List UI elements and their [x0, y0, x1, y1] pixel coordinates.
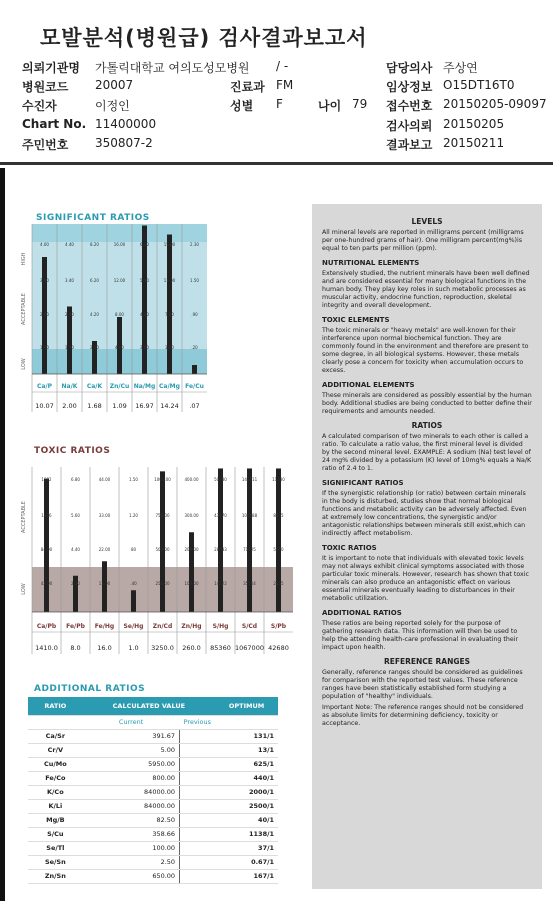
optimum-value: 2000/1 — [215, 785, 278, 799]
tick-label: 50880 — [214, 477, 227, 482]
tick-label: 28433 — [214, 547, 227, 552]
header-label: 임상정보 — [386, 80, 433, 94]
report-title: 모발분석(병원급) 검사결과보고서 — [40, 26, 368, 50]
additional-ratios-heading: ADDITIONAL RATIOS — [322, 609, 402, 617]
tick-label: 14222 — [214, 581, 227, 586]
table-row — [28, 757, 278, 771]
tick-label: 8.00 — [115, 312, 124, 317]
ratio-name: K/Co — [28, 785, 83, 799]
optimum-value: 167/1 — [215, 869, 278, 883]
current-value: 5950.00 — [83, 757, 180, 771]
ratio-label: Ca/K — [86, 383, 103, 390]
tick-label: .90 — [191, 312, 198, 317]
header-cell: Previous — [180, 715, 215, 729]
tick-label: 6.80 — [71, 477, 80, 482]
optimum-value: 625/1 — [215, 757, 278, 771]
header-label: 진료과 — [230, 80, 265, 94]
ratio-value: 3250.0 — [151, 644, 174, 652]
tick-label: 200.00 — [184, 547, 199, 552]
tick-label: 6.20 — [90, 278, 99, 283]
previous-value — [180, 869, 215, 883]
tick-label: 84.00 — [40, 547, 53, 552]
optimum-value: 13/1 — [215, 743, 278, 757]
tick-label: 300.00 — [184, 513, 199, 518]
significant-heading: SIGNIFICANT RATIOS — [322, 479, 404, 487]
table-row — [28, 729, 278, 743]
tick-label: 3.00 — [140, 345, 149, 350]
tick-label: 1.50 — [190, 278, 199, 283]
additional-title: ADDITIONAL RATIOS — [34, 684, 146, 694]
ratio-name: Se/Tl — [28, 841, 83, 855]
ratio-value: 1410.0 — [35, 644, 58, 652]
header-value: 가톨릭대학교 여의도성모병원 — [95, 61, 250, 75]
ratio-bar — [167, 235, 172, 375]
tick-label: 4.00 — [115, 345, 124, 350]
previous-value — [180, 799, 215, 813]
ratio-label: Ca/Mg — [159, 383, 180, 390]
toxic-text: The toxic minerals or "heavy metals" are well-known for their interference upon normal biochemical function. They are commonly found in the environment and therefore are present to some degree, in all biological systems. However, these metals clearly pose a concern for toxicity when accumulation occurs to excess. — [322, 327, 529, 374]
optimum-value: 37/1 — [215, 841, 278, 855]
previous-value — [180, 827, 215, 841]
ratio-name: Se/Sn — [28, 855, 83, 869]
optimum-value: 2500/1 — [215, 799, 278, 813]
table-row — [28, 799, 278, 813]
ratio-value: 1.68 — [87, 402, 102, 410]
ratio-name: K/Li — [28, 799, 83, 813]
ratios-heading: RATIOS — [411, 421, 443, 430]
tick-label: 2.20 — [90, 345, 99, 350]
header-cell: OPTIMUM — [215, 697, 278, 715]
levels-heading: LEVELS — [411, 217, 443, 226]
current-value: 391.67 — [83, 729, 180, 743]
ratio-bar — [131, 590, 136, 612]
tick-label: 4.00 — [140, 312, 149, 317]
tick-label: 100.00 — [184, 581, 199, 586]
ratio-value: 85360 — [210, 644, 231, 652]
ratio-bar — [192, 365, 197, 374]
ratio-label: Fe/Pb — [66, 623, 85, 630]
ratio-name: Cu/Mo — [28, 757, 83, 771]
ratio-bar — [160, 471, 165, 612]
ratio-value: 1067000 — [235, 644, 264, 652]
ratio-bar — [102, 561, 107, 612]
ratio-label: Fe/Hg — [94, 623, 115, 630]
tick-label: 2845 — [273, 581, 284, 586]
ratio-label: Zn/Cu — [109, 383, 130, 390]
ratio-label: Na/K — [61, 383, 78, 390]
additional-text: These minerals are considered as possibly essential by the human body. Additional studies are being conducted to better define their requirements and amounts needed. — [322, 392, 532, 415]
tick-label: 1000.00 — [154, 477, 171, 482]
ratio-label: Se/Hg — [123, 623, 144, 630]
current-value: 82.50 — [83, 813, 180, 827]
header-value: 20150211 — [443, 136, 505, 150]
header-label: 의뢰기관명 — [22, 61, 80, 75]
current-value: 84000.00 — [83, 785, 180, 799]
ratio-value: 260.0 — [182, 644, 201, 652]
zone-band — [32, 224, 207, 242]
ratio-value: 16.97 — [135, 402, 154, 410]
current-value: 2.50 — [83, 855, 180, 869]
ratio-bar — [142, 226, 147, 375]
ratio-name: Zn/Sn — [28, 869, 83, 883]
zone-label: HIGH — [21, 252, 27, 266]
ratio-bar — [44, 479, 49, 612]
ratio-label: Zn/Hg — [181, 623, 202, 630]
ratio-name: Ca/Sr — [28, 729, 83, 743]
additional-heading: ADDITIONAL ELEMENTS — [322, 381, 415, 389]
tick-label: 500.00 — [155, 547, 170, 552]
ratio-label: Na/Mg — [133, 383, 156, 390]
header-label: 검사의뢰 — [386, 119, 433, 133]
tick-label: 1.40 — [65, 345, 74, 350]
tick-label: 35564 — [243, 581, 256, 586]
table-row — [28, 771, 278, 785]
ratio-bar — [189, 532, 194, 612]
header-label: 결과보고 — [386, 138, 433, 152]
significant-chart — [0, 222, 212, 422]
ratio-value: 8.0 — [70, 644, 81, 652]
tick-label: 4.20 — [90, 312, 99, 317]
tick-label: 71125 — [243, 547, 256, 552]
tick-label: 4.40 — [71, 547, 80, 552]
header-value: 주상연 — [443, 61, 478, 75]
tick-label: 2.40 — [65, 312, 74, 317]
ratio-name: Fe/Co — [28, 771, 83, 785]
ratio-value: 10.07 — [35, 402, 54, 410]
optimum-value: 1138/1 — [215, 827, 278, 841]
header-label: 담당의사 — [386, 61, 433, 75]
header-value: 20007 — [95, 78, 134, 92]
tick-label: 8.20 — [90, 242, 99, 247]
explanation-panel — [312, 204, 542, 889]
header-label: 주민번호 — [22, 138, 69, 152]
table-row — [28, 841, 278, 855]
tick-label: 750.00 — [155, 513, 170, 518]
tick-label: 1682 — [41, 477, 52, 482]
ratio-name: Mg/B — [28, 813, 83, 827]
header-value: F — [276, 97, 283, 111]
tick-label: 43570 — [214, 513, 227, 518]
divider — [0, 162, 553, 165]
nutritional-text: Extensively studied, the nutrient minerals have been well defined and are considered essential for many biological functions in the human body. They play key roles in such metabolic processes as muscular activity, endocrine function, reproduction, skeletal integrity and overall development. — [322, 270, 530, 309]
optimum-value: 131/1 — [215, 729, 278, 743]
optimum-value: 40/1 — [215, 813, 278, 827]
header-cell — [28, 715, 83, 729]
important-note: Important Note: The reference ranges should not be considered as absolute limits for determining deficiency, toxicity or acceptance. — [322, 704, 524, 727]
tick-label: 5.00 — [140, 278, 149, 283]
significant-text: If the synergistic relationship (or ratio) between certain minerals in the body is disturbed, studies show that normal biological functions and metabolic activity can be adversely affected. Even at extremely low concentrations, the synergistic and/or antagonistic relationships between minerals still exist,which can indirectly affect metabolism. — [322, 490, 527, 537]
table-row — [28, 827, 278, 841]
ratio-value: .07 — [189, 402, 200, 410]
ratio-label: S/Pb — [270, 623, 287, 630]
header-label: 병원코드 — [22, 80, 69, 94]
tick-label: 12.00 — [113, 278, 126, 283]
current-value: 84000.00 — [83, 799, 180, 813]
ratio-value: 42680 — [268, 644, 289, 652]
tick-label: 8535 — [273, 513, 284, 518]
tick-label: 1.50 — [129, 477, 138, 482]
ratio-label: S/Cd — [241, 623, 258, 630]
header-cell — [215, 715, 278, 729]
tick-label: 4.40 — [65, 242, 74, 247]
tick-label: 3.60 — [40, 278, 49, 283]
previous-value — [180, 771, 215, 785]
header-value: 20150205-09097 — [443, 97, 547, 111]
nutritional-heading: NUTRITIONAL ELEMENTS — [322, 259, 420, 267]
toxic-chart — [0, 455, 295, 655]
tick-label: 80 — [130, 547, 137, 552]
ratio-name: Cr/V — [28, 743, 83, 757]
reference-text: Generally, reference ranges should be considered as guidelines for comparison with the reported test values. These reference ranges have been statistically established form studying a population of "healthy" individuals. — [322, 669, 523, 700]
current-value: 800.00 — [83, 771, 180, 785]
ratio-bar — [218, 468, 223, 612]
levels-text: All mineral levels are reported in milligrams percent (milligrams per one-hundred grams of hair). One milligram percent(mg%)is equal to ten parts per million (ppm). — [322, 229, 524, 252]
tick-label: .20 — [191, 345, 198, 350]
ratio-bar — [276, 468, 281, 612]
tick-label: 7.00 — [165, 312, 174, 317]
tick-label: 1.20 — [129, 513, 138, 518]
toxic-ratios-heading: TOXIC RATIOS — [322, 544, 377, 552]
previous-value — [180, 785, 215, 799]
reference-heading: REFERENCE RANGES — [383, 657, 471, 666]
tick-label: 44.00 — [98, 477, 111, 482]
header-value: O15DT16T0 — [443, 78, 515, 92]
table-row — [28, 785, 278, 799]
ratio-label: Zn/Cd — [152, 623, 173, 630]
tick-label: 4.00 — [40, 242, 49, 247]
tick-label: 11380 — [272, 477, 285, 482]
previous-value — [180, 757, 215, 771]
tick-label: 15.00 — [163, 242, 176, 247]
current-value: 650.00 — [83, 869, 180, 883]
table-row — [28, 697, 278, 715]
optimum-value: 0.67/1 — [215, 855, 278, 869]
previous-value — [180, 743, 215, 757]
optimum-value: 440/1 — [215, 771, 278, 785]
tick-label: 142311 — [241, 477, 258, 482]
age-label: 나이 — [318, 99, 342, 113]
previous-value — [180, 813, 215, 827]
additional-ratios-text: These ratios are being reported solely for the purpose of gathering research data. This information will then be used to help the attending health-care professional in evaluating their impact upon health. — [322, 620, 519, 651]
current-value: 100.00 — [83, 841, 180, 855]
zone-label: ACCEPTABLE — [21, 501, 27, 533]
ratio-value: 16.0 — [97, 644, 112, 652]
tick-label: 3.00 — [165, 345, 174, 350]
ratio-name: S/Cu — [28, 827, 83, 841]
table-row — [28, 869, 278, 883]
header-label: 수진자 — [22, 99, 57, 113]
previous-value — [180, 729, 215, 743]
ratios-text: A calculated comparison of two minerals to each other is called a ratio. To calculate a ratio value, the first mineral level is divided by the second mineral level. EXAMPLE: A sodium (Na) test level of 24 mg% divided by a potassium (K) level of 10mg% equals a Na/K ratio of 2.4 to 1. — [322, 433, 532, 472]
header-value: 20150205 — [443, 117, 505, 131]
tick-label: 1206 — [41, 513, 52, 518]
tick-label: 11.00 — [163, 278, 176, 283]
table-row — [28, 715, 278, 729]
tick-label: 6.00 — [140, 242, 149, 247]
current-value: 358.66 — [83, 827, 180, 841]
tick-label: 33.00 — [98, 513, 111, 518]
tick-label: 3.40 — [65, 278, 74, 283]
previous-value — [180, 855, 215, 869]
header-value: FM — [276, 78, 294, 92]
tick-label: 400.00 — [184, 477, 199, 482]
ratio-value: 14.24 — [160, 402, 179, 410]
previous-value — [180, 841, 215, 855]
ratio-label: Fe/Cu — [185, 383, 204, 390]
header-label: 접수번호 — [386, 99, 433, 113]
ratio-value: 1.09 — [112, 402, 127, 410]
tick-label: 5.60 — [71, 513, 80, 518]
tick-label: 42.00 — [40, 581, 53, 586]
additional-table — [28, 697, 278, 884]
header-cell: CALCULATED VALUE — [83, 697, 215, 715]
significant-title: SIGNIFICANT RATIOS — [36, 213, 150, 223]
tick-label: 22.00 — [98, 547, 111, 552]
tick-label: .40 — [130, 581, 137, 586]
header-value: / - — [276, 59, 289, 73]
tick-label: 2.30 — [190, 242, 199, 247]
header-value: 이정인 — [95, 99, 130, 113]
age-value: 79 — [352, 97, 368, 111]
tick-label: 11.00 — [98, 581, 111, 586]
table-row — [28, 743, 278, 757]
ratio-label: S/Hg — [212, 623, 229, 630]
ratio-bar — [247, 468, 252, 612]
zone-label: LOW — [21, 583, 27, 595]
toxic-heading: TOXIC ELEMENTS — [322, 316, 390, 324]
tick-label: 2.60 — [40, 312, 49, 317]
ratio-value: 1.0 — [128, 644, 139, 652]
table-row — [28, 813, 278, 827]
toxic-ratios-text: It is important to note that individuals with elevated toxic levels may not always exhibit clinical symptoms associated with those particular toxic minerals. However, research has shown that toxic minerals can also produce an antagonistic effect on various essential minerals eventually leading to disturbances in their metabolic utilization. — [322, 555, 529, 602]
ratio-label: Ca/P — [36, 383, 53, 390]
tick-label: 106688 — [241, 513, 258, 518]
tick-label: 2.20 — [71, 581, 80, 586]
ratio-value: 2.00 — [62, 402, 77, 410]
tick-label: 1.80 — [40, 345, 49, 350]
table-row — [28, 855, 278, 869]
zone-label: LOW — [21, 358, 27, 370]
ratio-label: Ca/Pb — [36, 623, 57, 630]
header-value: 11400000 — [95, 117, 157, 131]
header-cell: Current — [83, 715, 180, 729]
header-label: Chart No. — [22, 117, 87, 131]
tick-label: 5690 — [273, 547, 284, 552]
current-value: 5.00 — [83, 743, 180, 757]
header-label: 성별 — [230, 99, 254, 113]
header-value: 350807-2 — [95, 136, 153, 150]
toxic-title: TOXIC RATIOS — [34, 446, 111, 456]
zone-label: ACCEPTABLE — [21, 293, 27, 325]
header-cell: RATIO — [28, 697, 83, 715]
tick-label: 16.00 — [113, 242, 126, 247]
tick-label: 250.00 — [155, 581, 170, 586]
